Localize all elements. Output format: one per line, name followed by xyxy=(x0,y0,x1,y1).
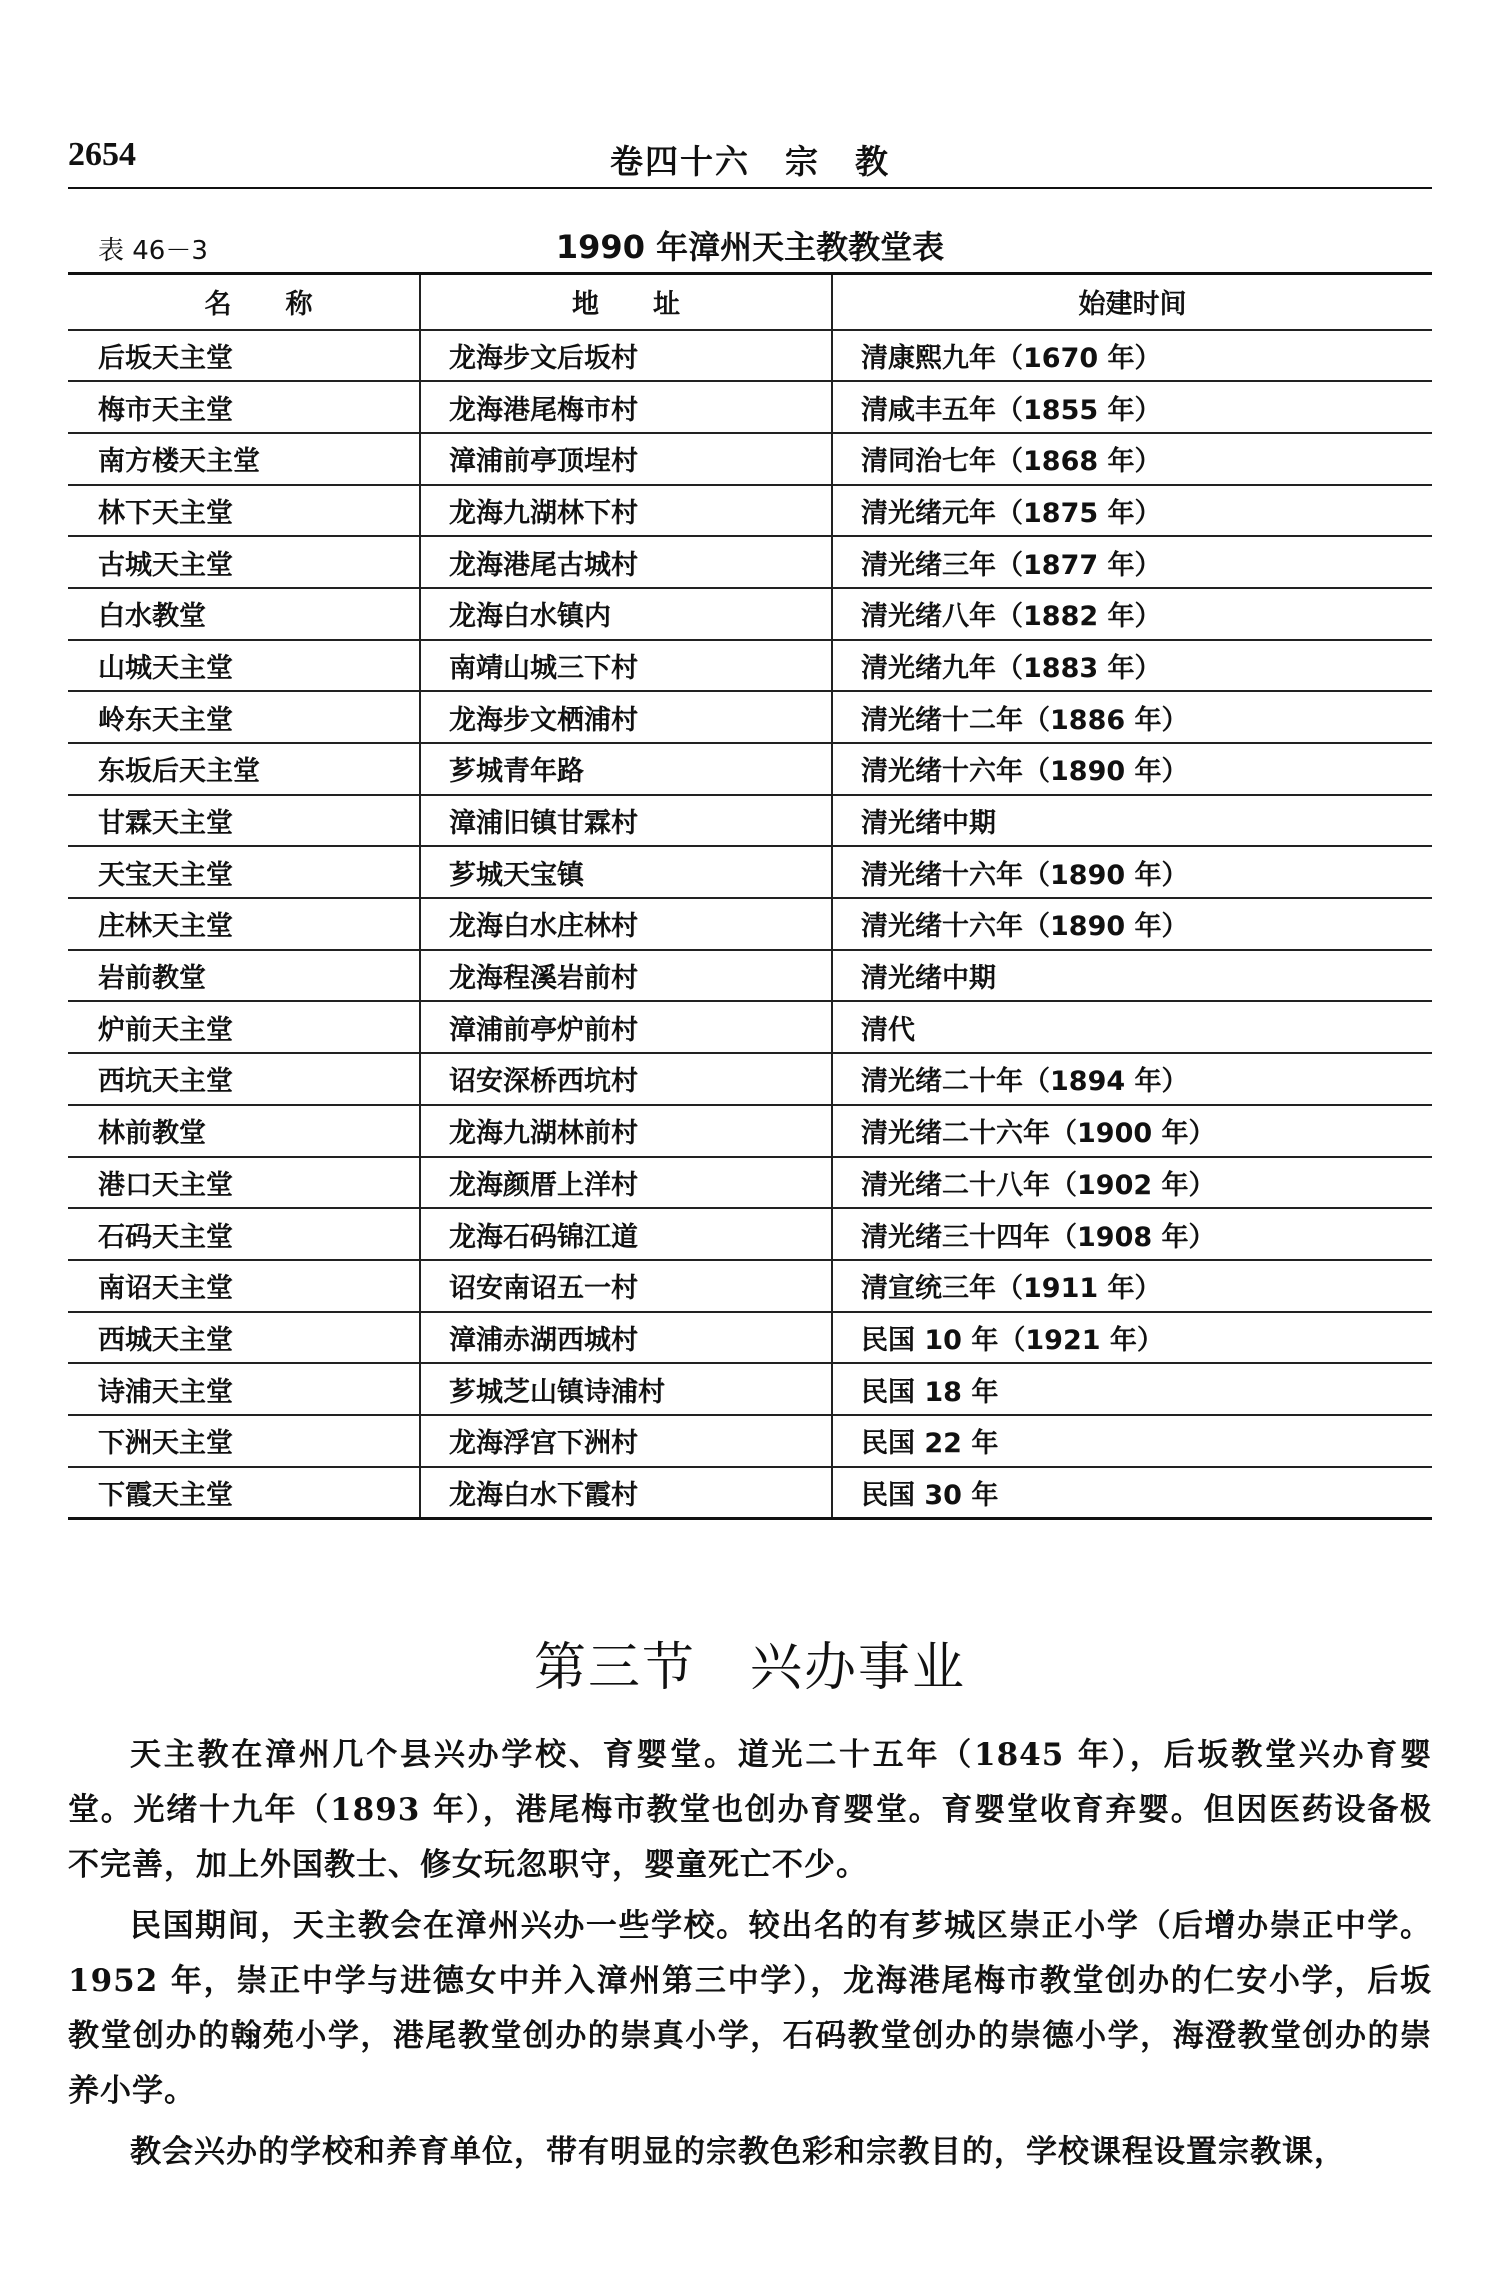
church-address: 龙海浮宫下洲村 xyxy=(420,1415,832,1467)
table-row xyxy=(68,743,1432,795)
church-built: 清宣统三年（1911 年） xyxy=(832,1260,1432,1312)
church-name: 庄林天主堂 xyxy=(68,898,420,950)
church-address: 漳浦旧镇甘霖村 xyxy=(420,795,832,847)
church-address: 诏安深桥西坑村 xyxy=(420,1053,832,1105)
church-address: 龙海港尾梅市村 xyxy=(420,381,832,433)
church-address: 龙海白水下霞村 xyxy=(420,1467,832,1519)
church-built: 清光绪二十六年（1900 年） xyxy=(832,1105,1432,1157)
table-row xyxy=(68,795,1432,847)
table-row xyxy=(68,950,1432,1002)
church-name: 甘霖天主堂 xyxy=(68,795,420,847)
table-row xyxy=(68,588,1432,640)
church-name: 林前教堂 xyxy=(68,1105,420,1157)
church-built: 清代 xyxy=(832,1001,1432,1053)
church-built: 民国 30 年 xyxy=(832,1467,1432,1519)
church-built: 清光绪八年（1882 年） xyxy=(832,588,1432,640)
table-row xyxy=(68,536,1432,588)
table-title: 1990 年漳州天主教教堂表 xyxy=(555,228,945,266)
church-built: 清光绪九年（1883 年） xyxy=(832,640,1432,692)
church-name: 诗浦天主堂 xyxy=(68,1363,420,1415)
church-built: 清光绪十六年（1890 年） xyxy=(832,846,1432,898)
table-row xyxy=(68,1467,1432,1519)
church-address: 龙海白水镇内 xyxy=(420,588,832,640)
column-header-name: 名 称 xyxy=(68,274,420,330)
church-built: 清光绪十二年（1886 年） xyxy=(832,691,1432,743)
table-row xyxy=(68,1105,1432,1157)
church-address: 南靖山城三下村 xyxy=(420,640,832,692)
church-address: 龙海步文后坂村 xyxy=(420,330,832,382)
table-number: 表 46－3 xyxy=(98,236,208,266)
church-name: 岭东天主堂 xyxy=(68,691,420,743)
church-name: 天宝天主堂 xyxy=(68,846,420,898)
church-built: 清光绪十六年（1890 年） xyxy=(832,898,1432,950)
church-built: 清康熙九年（1670 年） xyxy=(832,330,1432,382)
church-name: 炉前天主堂 xyxy=(68,1001,420,1053)
table-row xyxy=(68,1208,1432,1260)
church-name: 西城天主堂 xyxy=(68,1312,420,1364)
church-name: 西坑天主堂 xyxy=(68,1053,420,1105)
church-name: 石码天主堂 xyxy=(68,1208,420,1260)
church-name: 古城天主堂 xyxy=(68,536,420,588)
church-address: 龙海白水庄林村 xyxy=(420,898,832,950)
table-row xyxy=(68,1053,1432,1105)
church-built: 清光绪十六年（1890 年） xyxy=(832,743,1432,795)
header-rule xyxy=(68,187,1432,189)
church-address: 龙海颜厝上洋村 xyxy=(420,1157,832,1209)
church-built: 清同治七年（1868 年） xyxy=(832,433,1432,485)
church-address: 漳浦前亭炉前村 xyxy=(420,1001,832,1053)
section-title: 第三节 兴办事业 xyxy=(533,1638,966,1698)
table-row xyxy=(68,381,1432,433)
table-row xyxy=(68,1001,1432,1053)
paragraph: 天主教在漳州几个县兴办学校、育婴堂。道光二十五年（1845 年），后坂教堂兴办育婴堂。光绪十九年（1893 年），港尾梅市教堂也创办育婴堂。育婴堂收育弃婴。但因医药设备极不完善，加上外国教士、修女玩忽职守，婴童死亡不少。 xyxy=(68,1737,1432,1883)
table-row xyxy=(68,485,1432,537)
church-name: 港口天主堂 xyxy=(68,1157,420,1209)
church-name: 山城天主堂 xyxy=(68,640,420,692)
church-name: 后坂天主堂 xyxy=(68,330,420,382)
church-address: 龙海九湖林前村 xyxy=(420,1105,832,1157)
church-address: 芗城青年路 xyxy=(420,743,832,795)
church-address: 龙海石码锦江道 xyxy=(420,1208,832,1260)
church-built: 民国 10 年（1921 年） xyxy=(832,1312,1432,1364)
table-row xyxy=(68,898,1432,950)
church-name: 梅市天主堂 xyxy=(68,381,420,433)
church-name: 下洲天主堂 xyxy=(68,1415,420,1467)
church-built: 清光绪三十四年（1908 年） xyxy=(832,1208,1432,1260)
church-name: 下霞天主堂 xyxy=(68,1467,420,1519)
church-name: 南诏天主堂 xyxy=(68,1260,420,1312)
church-address: 漳浦赤湖西城村 xyxy=(420,1312,832,1364)
table-row xyxy=(68,1363,1432,1415)
church-address: 龙海九湖林下村 xyxy=(420,485,832,537)
column-header-built: 始建时间 xyxy=(832,274,1432,330)
table-row xyxy=(68,1415,1432,1467)
church-name: 白水教堂 xyxy=(68,588,420,640)
table-row xyxy=(68,1260,1432,1312)
church-built: 民国 18 年 xyxy=(832,1363,1432,1415)
church-built: 清光绪二十八年（1902 年） xyxy=(832,1157,1432,1209)
table-header-row xyxy=(68,274,1432,330)
church-built: 清光绪中期 xyxy=(832,950,1432,1002)
church-name: 岩前教堂 xyxy=(68,950,420,1002)
table-row xyxy=(68,433,1432,485)
table-row xyxy=(68,1157,1432,1209)
church-address: 龙海程溪岩前村 xyxy=(420,950,832,1002)
church-built: 民国 22 年 xyxy=(832,1415,1432,1467)
table-row xyxy=(68,691,1432,743)
church-built: 清光绪中期 xyxy=(832,795,1432,847)
section-body xyxy=(68,1728,1432,2186)
church-address: 漳浦前亭顶埕村 xyxy=(420,433,832,485)
paragraph: 教会兴办的学校和养育单位，带有明显的宗教色彩和宗教目的，学校课程设置宗教课， xyxy=(130,2134,1346,2170)
church-address: 龙海港尾古城村 xyxy=(420,536,832,588)
running-header xyxy=(68,132,1432,182)
column-header-address: 地 址 xyxy=(420,274,832,330)
church-built: 清咸丰五年（1855 年） xyxy=(832,381,1432,433)
church-address: 芗城芝山镇诗浦村 xyxy=(420,1363,832,1415)
church-name: 东坂后天主堂 xyxy=(68,743,420,795)
table-row xyxy=(68,330,1432,382)
table-row xyxy=(68,640,1432,692)
church-address: 龙海步文栖浦村 xyxy=(420,691,832,743)
church-built: 清光绪二十年（1894 年） xyxy=(832,1053,1432,1105)
paragraph: 民国期间，天主教会在漳州兴办一些学校。较出名的有芗城区崇正小学（后增办崇正中学。1952 年，崇正中学与进德女中并入漳州第三中学），龙海港尾梅市教堂创办的仁安小学，后坂教堂创办的翰苑小学，港尾教堂创办的崇真小学，石码教堂创办的崇德小学，海澄教堂创办的崇养小学。 xyxy=(68,1908,1432,2109)
table-caption xyxy=(68,222,1432,268)
church-address: 诏安南诏五一村 xyxy=(420,1260,832,1312)
table-row xyxy=(68,1312,1432,1364)
church-name: 林下天主堂 xyxy=(68,485,420,537)
church-name: 南方楼天主堂 xyxy=(68,433,420,485)
church-built: 清光绪元年（1875 年） xyxy=(832,485,1432,537)
chapter-title: 卷四十六 宗 教 xyxy=(610,142,890,181)
church-table xyxy=(68,272,1432,1520)
church-address: 芗城天宝镇 xyxy=(420,846,832,898)
church-built: 清光绪三年（1877 年） xyxy=(832,536,1432,588)
table-row xyxy=(68,846,1432,898)
page-number: 2654 xyxy=(68,136,136,173)
